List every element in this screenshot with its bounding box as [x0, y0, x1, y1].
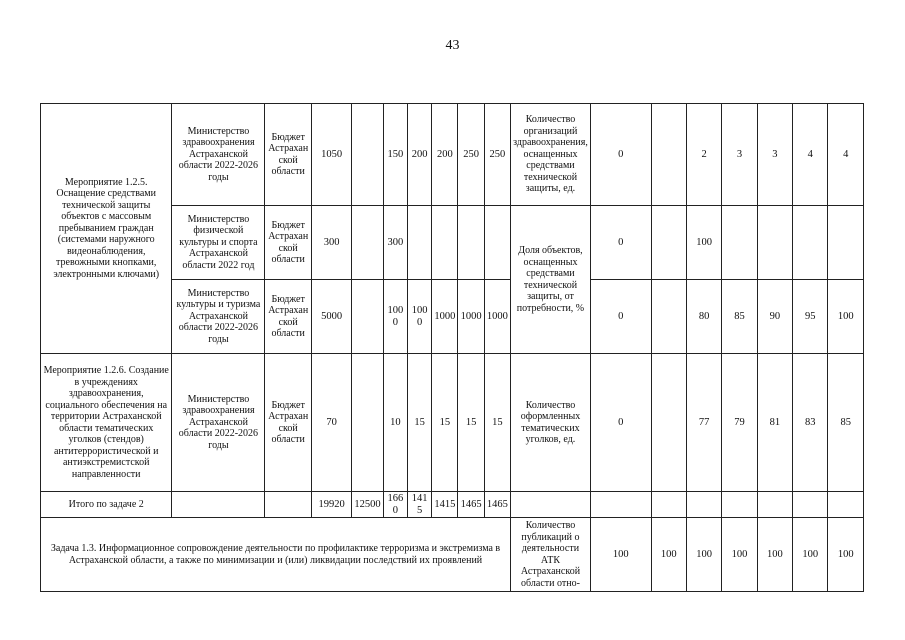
total-cell: 1050 — [311, 104, 351, 206]
value-cell: 85 — [828, 354, 864, 492]
empty-cell — [651, 492, 686, 518]
value-cell: 0 — [590, 206, 651, 280]
empty-cell — [265, 492, 312, 518]
indicator-cell: Количество публикаций о деятельности АТК Астраханской области отно- — [511, 518, 591, 592]
value-cell — [651, 206, 686, 280]
table-row-total — [41, 492, 864, 518]
value-cell — [793, 206, 828, 280]
measure-name-1-2-6: Мероприятие 1.2.6. Создание в учреждениях здравоохранения, социального обеспечения на территории Астраханской области тематических уголков (стендов) антитеррористической и антиэкстремистской направленности — [41, 354, 172, 492]
year-2023-cell: 1415 — [407, 492, 431, 518]
value-cell — [651, 280, 686, 354]
empty-cell — [828, 492, 864, 518]
total-cell: 300 — [311, 206, 351, 280]
value-cell: 77 — [686, 354, 721, 492]
year-2024-cell: 200 — [432, 104, 458, 206]
table-row — [41, 354, 864, 492]
executor-cell: Министерство культуры и туризма Астраханской области 2022-2026 годы — [172, 280, 265, 354]
total-cell: 19920 — [311, 492, 351, 518]
total-cell: 5000 — [311, 280, 351, 354]
value-cell: 4 — [793, 104, 828, 206]
value-cell — [828, 206, 864, 280]
value-cell: 100 — [686, 206, 721, 280]
funding-source-cell: Бюджет Астраханской области — [265, 280, 312, 354]
year-2025-cell: 250 — [458, 104, 484, 206]
page-number: 43 — [445, 38, 460, 53]
value-cell: 95 — [793, 280, 828, 354]
year-2022-cell: 10 — [383, 354, 407, 492]
year-2023-cell — [407, 206, 431, 280]
value-cell: 0 — [590, 354, 651, 492]
value-cell: 79 — [722, 354, 757, 492]
year-2026-cell: 1000 — [484, 280, 510, 354]
value-cell: 100 — [686, 518, 721, 592]
table-row-task — [41, 518, 864, 592]
year-2022-cell: 1660 — [383, 492, 407, 518]
value-cell: 0 — [590, 280, 651, 354]
value-cell: 90 — [757, 280, 792, 354]
value-cell — [757, 206, 792, 280]
year-2026-cell: 15 — [484, 354, 510, 492]
empty-cell — [793, 492, 828, 518]
year-2026-cell: 250 — [484, 104, 510, 206]
value-cell: 100 — [590, 518, 651, 592]
value-cell: 83 — [793, 354, 828, 492]
year-2021-cell: 12500 — [352, 492, 383, 518]
value-cell: 3 — [722, 104, 757, 206]
year-2022-cell: 1000 — [383, 280, 407, 354]
value-cell: 80 — [686, 280, 721, 354]
year-2023-cell: 15 — [407, 354, 431, 492]
year-2024-cell: 1415 — [432, 492, 458, 518]
value-cell: 100 — [757, 518, 792, 592]
year-2023-cell: 200 — [407, 104, 431, 206]
year-2021-cell — [352, 354, 383, 492]
value-cell: 2 — [686, 104, 721, 206]
year-2022-cell: 300 — [383, 206, 407, 280]
year-2023-cell: 1000 — [407, 280, 431, 354]
year-2024-cell: 15 — [432, 354, 458, 492]
value-cell: 81 — [757, 354, 792, 492]
empty-cell — [722, 492, 757, 518]
year-2026-cell — [484, 206, 510, 280]
empty-cell — [757, 492, 792, 518]
value-cell: 3 — [757, 104, 792, 206]
funding-source-cell: Бюджет Астраханской области — [265, 354, 312, 492]
total-label: Итого по задаче 2 — [41, 492, 172, 518]
indicator-cell: Доля объектов, оснащенных средствами технической защиты, от потребности, % — [511, 206, 591, 354]
value-cell: 85 — [722, 280, 757, 354]
executor-cell: Министерство здравоохранения Астраханской области 2022-2026 годы — [172, 104, 265, 206]
value-cell — [722, 206, 757, 280]
funding-source-cell: Бюджет Астраханской области — [265, 206, 312, 280]
funding-source-cell: Бюджет Астраханской области — [265, 104, 312, 206]
year-2022-cell: 150 — [383, 104, 407, 206]
value-cell: 100 — [793, 518, 828, 592]
executor-cell: Министерство физической культуры и спорта Астраханской области 2022 год — [172, 206, 265, 280]
year-2025-cell: 1465 — [458, 492, 484, 518]
total-cell: 70 — [311, 354, 351, 492]
table-row — [41, 104, 864, 206]
empty-cell — [172, 492, 265, 518]
year-2021-cell — [352, 280, 383, 354]
empty-cell — [511, 492, 591, 518]
program-table — [40, 103, 864, 592]
value-cell: 100 — [828, 280, 864, 354]
indicator-cell: Количество организаций здравоохранения, оснащенных средствами технической защиты, ед. — [511, 104, 591, 206]
value-cell: 4 — [828, 104, 864, 206]
year-2024-cell — [432, 206, 458, 280]
value-cell: 100 — [722, 518, 757, 592]
measure-name-1-2-5: Мероприятие 1.2.5. Оснащение средствами технической защиты объектов с массовым пребыванием граждан (системами наружного видеонаблюдения, тревожными кнопками, электронными ключами) — [41, 104, 172, 354]
executor-cell: Министерство здравоохранения Астраханской области 2022-2026 годы — [172, 354, 265, 492]
value-cell: 100 — [828, 518, 864, 592]
indicator-cell: Количество оформленных тематических уголков, ед. — [511, 354, 591, 492]
year-2025-cell — [458, 206, 484, 280]
year-2025-cell: 1000 — [458, 280, 484, 354]
empty-cell — [590, 492, 651, 518]
year-2025-cell: 15 — [458, 354, 484, 492]
year-2024-cell: 1000 — [432, 280, 458, 354]
value-cell — [651, 104, 686, 206]
value-cell: 0 — [590, 104, 651, 206]
year-2026-cell: 1465 — [484, 492, 510, 518]
year-2021-cell — [352, 206, 383, 280]
value-cell: 100 — [651, 518, 686, 592]
value-cell — [651, 354, 686, 492]
empty-cell — [686, 492, 721, 518]
year-2021-cell — [352, 104, 383, 206]
task-1-3-label: Задача 1.3. Информационное сопровождение деятельности по профилактике терроризма и экстремизма в Астраханской области, а также по минимизации и (или) ликвидации последствий их проявлений — [41, 518, 511, 592]
